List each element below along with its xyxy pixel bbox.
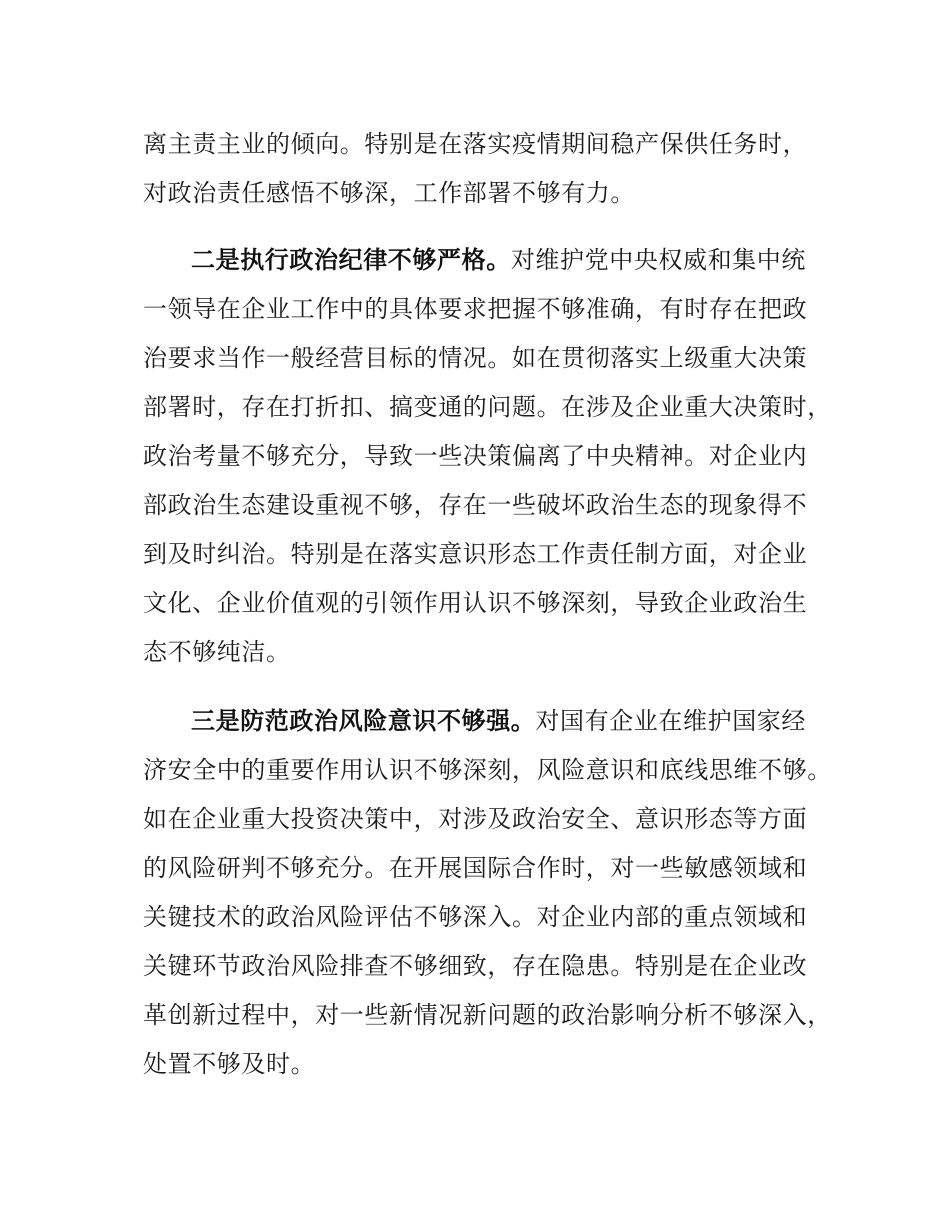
text-line: 革创新过程中，对一些新情况新问题的政治影响分析不够深入， (143, 1001, 832, 1029)
text-line: 关键环节政治风险排查不够细致，存在隐患。特别是在企业改 (143, 952, 808, 980)
text-line: 关键技术的政治风险评估不够深入。对企业内部的重点领域和 (143, 903, 808, 931)
text-line: 的风险研判不够充分。在开展国际合作时，对一些敏感领域和 (143, 854, 808, 882)
text-line: 处置不够及时。 (143, 1050, 316, 1078)
paragraph-heading: 三是防范政治风险意识不够强。 (191, 707, 536, 735)
text-line: 济安全中的重要作用认识不够深刻，风险意识和底线思维不够。 (143, 756, 832, 784)
text-span: 对国有企业在维护国家经 (535, 707, 807, 735)
text-line: 部署时，存在打折扣、搞变通的问题。在涉及企业重大决策时， (143, 393, 832, 421)
text-line: 到及时纠治。特别是在落实意识形态工作责任制方面，对企业 (143, 540, 808, 568)
paragraph-first-line (191, 240, 806, 280)
paragraph-heading: 二是执行政治纪律不够严格。 (191, 246, 511, 274)
text-line: 态不够纯洁。 (143, 638, 291, 666)
text-line: 对政治责任感悟不够深，工作部署不够有力。 (143, 179, 635, 207)
paragraph-first-line (191, 701, 806, 741)
text-line: 政治考量不够充分，导致一些决策偏离了中央精神。对企业内 (143, 442, 808, 470)
text-line: 治要求当作一般经营目标的情况。如在贯彻落实上级重大决策 (143, 344, 808, 372)
text-line: 部政治生态建设重视不够，存在一些破坏政治生态的现象得不 (143, 491, 808, 519)
text-line: 文化、企业价值观的引领作用认识不够深刻，导致企业政治生 (143, 589, 808, 617)
text-line: 离主责主业的倾向。特别是在落实疫情期间稳产保供任务时， (143, 130, 808, 158)
text-line: 如在企业重大投资决策中，对涉及政治安全、意识形态等方面 (143, 805, 808, 833)
text-span: 对维护党中央权威和集中统 (510, 246, 807, 274)
text-line: 一领导在企业工作中的具体要求把握不够准确，有时存在把政 (143, 295, 808, 323)
